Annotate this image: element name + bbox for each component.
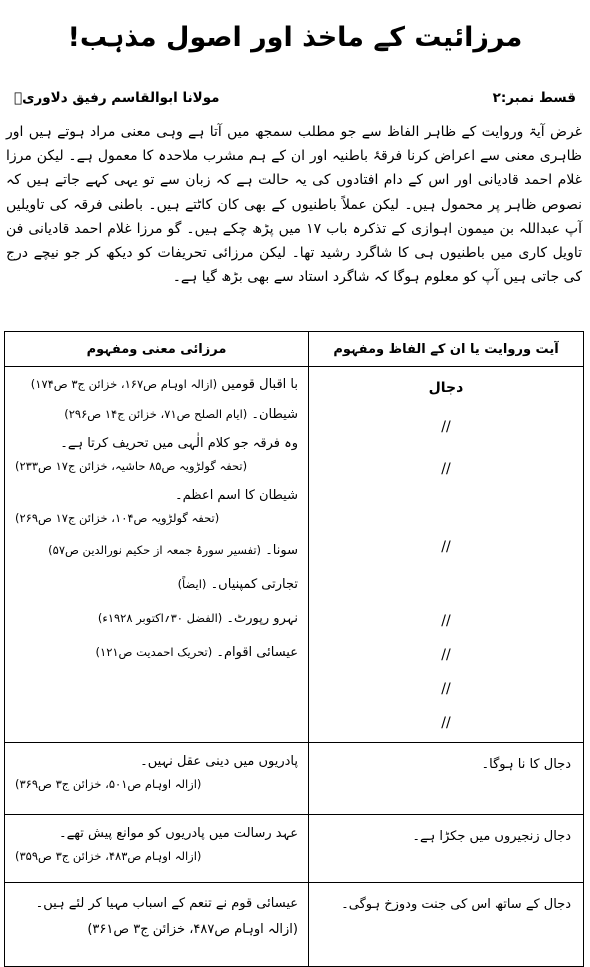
meaning-ref: (الفضل ۳۰؍اکتوبر ۱۹۲۸ء) xyxy=(97,611,223,625)
meaning-text: عیسائی قوم نے تنعم کے اسباب مہیا کر لئے ہیں۔ (ازالہ اوہام ص۴۸۷، خزائن ج۳ ص۳۶۱) xyxy=(35,896,298,937)
ditto-mark: // xyxy=(441,681,451,697)
ditto-mark: // xyxy=(441,539,451,555)
meaning-item xyxy=(5,425,308,477)
original-term: دجال زنجیروں میں جکڑا ہے۔ xyxy=(412,829,571,844)
meaning-ref: (تحریک احمدیت ص۱۲۱) xyxy=(95,645,213,659)
meaning-item xyxy=(5,477,308,529)
meaning-ref: (ایام الصلح ص۷۱، خزائن ج۱۴ ص۲۹۶) xyxy=(64,407,248,421)
header-mirzai: مرزائی معنی ومفہوم xyxy=(5,332,309,367)
meaning-ref: (ازالہ اوہام ص۴۸۳، خزائن ج۳ ص۳۵۹) xyxy=(15,849,202,863)
cell-original xyxy=(309,743,584,815)
installment-number: قسط نمبر:۲ xyxy=(492,90,576,106)
comparison-table xyxy=(4,331,584,967)
meaning-text: پادریوں میں دینی عقل نہیں۔ xyxy=(140,754,298,769)
byline xyxy=(14,90,576,114)
meaning-ref: (تحفہ گولڑویہ ص۸۵ حاشیہ، خزائن ج۱۷ ص۲۳۳) xyxy=(15,459,248,473)
meaning-text: تجارتی کمپنیاں۔ xyxy=(210,577,298,592)
meaning-item xyxy=(5,883,308,943)
meaning-item xyxy=(5,395,308,425)
meaning-item xyxy=(5,529,308,561)
cell-mirzai xyxy=(5,883,309,967)
meaning-text: عیسائی اقوام۔ xyxy=(216,645,298,660)
meaning-item xyxy=(5,815,308,867)
meaning-ref: (ازالہ اوہام ص۱۶۷، خزائن ج۳ ص۱۷۴) xyxy=(30,377,218,391)
ditto-mark: // xyxy=(441,613,451,629)
ditto-mark: // xyxy=(441,419,451,435)
meaning-text: عہد رسالت میں پادریوں کو موانع پیش تھے۔ xyxy=(59,826,298,841)
meaning-text: نہرو رپورٹ۔ xyxy=(226,611,298,626)
table-row xyxy=(5,367,584,743)
cell-original xyxy=(309,815,584,883)
table-row xyxy=(5,883,584,967)
table-header-row xyxy=(5,332,584,367)
header-original: آیت وروایت یا ان کے الفاظ ومفہوم xyxy=(309,332,584,367)
cell-mirzai xyxy=(5,815,309,883)
meaning-item xyxy=(5,743,308,795)
intro-paragraph xyxy=(6,120,582,289)
meaning-text: با اقبال قومیں xyxy=(221,377,298,392)
cell-mirzai xyxy=(5,367,309,743)
meaning-ref: (تفسیر سورۂ جمعہ از حکیم نورالدین ص۵۷) xyxy=(48,543,262,557)
meaning-ref: (تحفہ گولڑویہ ص۱۰۴، خزائن ج۱۷ ص۲۶۹) xyxy=(15,511,220,525)
table-row xyxy=(5,743,584,815)
ditto-mark: // xyxy=(441,647,451,663)
meaning-text: شیطان کا اسم اعظم۔ xyxy=(175,488,298,503)
ditto-mark: // xyxy=(441,461,451,477)
original-term: دجال کے ساتھ اس کی جنت ودوزخ ہوگی۔ xyxy=(341,897,571,912)
cell-original xyxy=(309,367,584,743)
table-row xyxy=(5,815,584,883)
intro-text: غرض آیۃ وروایت کے ظاہر الفاظ سے جو مطلب سمجھ میں آتا ہے وہی معنی مراد ہوتے ہیں اور ظاہری معنی سے اعراض کرنا فرقۂ باطنیہ اور ان کے ہم مشرب ملاحدہ کا معمول ہے۔ لیکن مرزا غلام احمد قادیانی اور اس کے دام افتادوں کی یہ حالت ہے کہ زبان سے تو یہی کہے جاتے ہیں کہ نصوص ظاہر پر محمول ہیں۔ لیکن عملاً باطنیوں کے بھی کان کاٹتے ہیں۔ باطنی فرقہ کی تاویلیں آپ عبداللہ بن میمون اہوازی کے تذکرہ باب ۱۷ میں پڑھ چکے ہیں۔ گو مرزا غلام احمد قادیانی فن تاویل کاری میں باطنیوں ہی کا شاگرد رشید تھا۔ لیکن مرزائی تحریفات کو دیکھ کر جو نیچے درج کی جاتی ہیں آپ کو معلوم ہوگا کہ شاگرد استاد سے بھی بڑھ گیا ہے۔ xyxy=(6,124,582,286)
meaning-text: سونا۔ xyxy=(265,543,298,558)
original-term: دجال xyxy=(428,380,464,396)
meaning-text: وہ فرقہ جو کلام الٰہی میں تحریف کرتا ہے۔ xyxy=(60,436,298,451)
meaning-item xyxy=(5,595,308,629)
meaning-item xyxy=(5,629,308,663)
page-title: مرزائیت کے ماخذ اور اصول مذہب! xyxy=(67,22,523,53)
meaning-ref: (ایضاً) xyxy=(177,577,207,591)
ditto-mark: // xyxy=(441,715,451,731)
meaning-item xyxy=(5,561,308,595)
original-term: دجال کا نا ہوگا۔ xyxy=(481,757,571,772)
author-name: مولانا ابوالقاسم رفیق دلاوریؒ xyxy=(14,90,220,106)
meaning-ref: (ازالہ اوہام ص۵۰۱، خزائن ج۳ ص۳۶۹) xyxy=(15,777,202,791)
meaning-text: شیطان۔ xyxy=(251,407,298,422)
meaning-item xyxy=(5,367,308,395)
cell-original xyxy=(309,883,584,967)
cell-mirzai xyxy=(5,743,309,815)
